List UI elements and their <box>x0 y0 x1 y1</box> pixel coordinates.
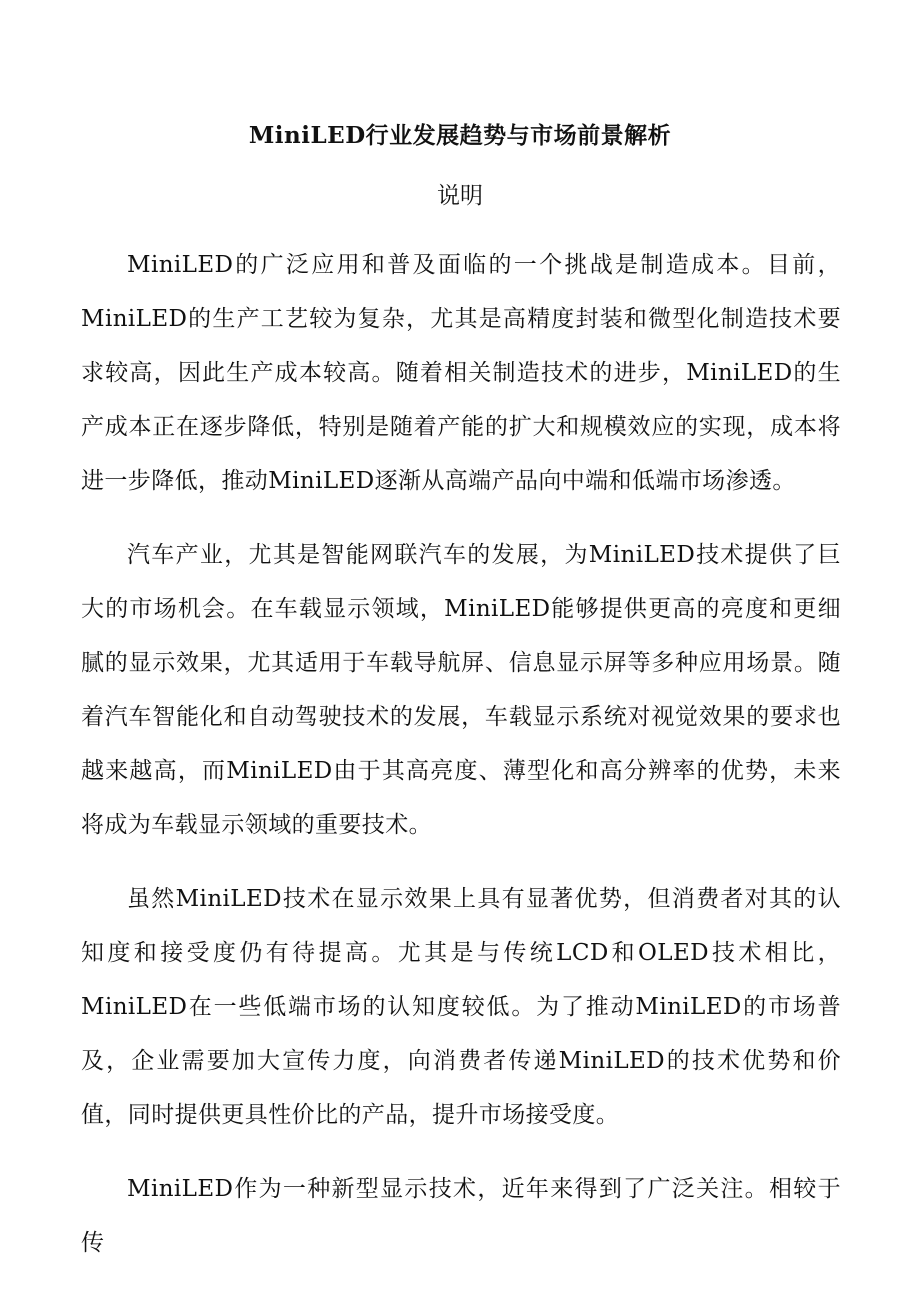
paragraph-3: 虽然MiniLED技术在显示效果上具有显著优势，但消费者对其的认知度和接受度仍有待提高。尤其是与传统LCD和OLED技术相比，MiniLED在一些低端市场的认知度较低。为了推动MiniLED的市场普及，企业需要加大宣传力度，向消费者传递MiniLED的技术优势和价值，同时提供更具性价比的产品，提升市场接受度。 <box>81 886 841 1128</box>
document-subtitle: 说明 <box>437 183 483 209</box>
document-body <box>81 238 841 1290</box>
paragraph-1: MiniLED的广泛应用和普及面临的一个挑战是制造成本。目前，MiniLED的生产工艺较为复杂，尤其是高精度封装和微型化制造技术要求较高，因此生产成本较高。随着相关制造技术的进步，MiniLED的生产成本正在逐步降低，特别是随着产能的扩大和规模效应的实现，成本将进一步降低，推动MiniLED逐渐从高端产品向中端和低端市场渗透。 <box>81 252 841 494</box>
document-title: MiniLED行业发展趋势与市场前景解析 <box>248 122 672 149</box>
paragraph-2: 汽车产业，尤其是智能网联汽车的发展，为MiniLED技术提供了巨大的市场机会。在车载显示领域，MiniLED能够提供更高的亮度和更细腻的显示效果，尤其适用于车载导航屏、信息显示屏等多种应用场景。随着汽车智能化和自动驾驶技术的发展，车载显示系统对视觉效果的要求也越来越高，而MiniLED由于其高亮度、薄型化和高分辨率的优势，未来将成为车载显示领域的重要技术。 <box>81 542 841 838</box>
paragraph-4: MiniLED作为一种新型显示技术，近年来得到了广泛关注。相较于传 <box>81 1176 841 1256</box>
